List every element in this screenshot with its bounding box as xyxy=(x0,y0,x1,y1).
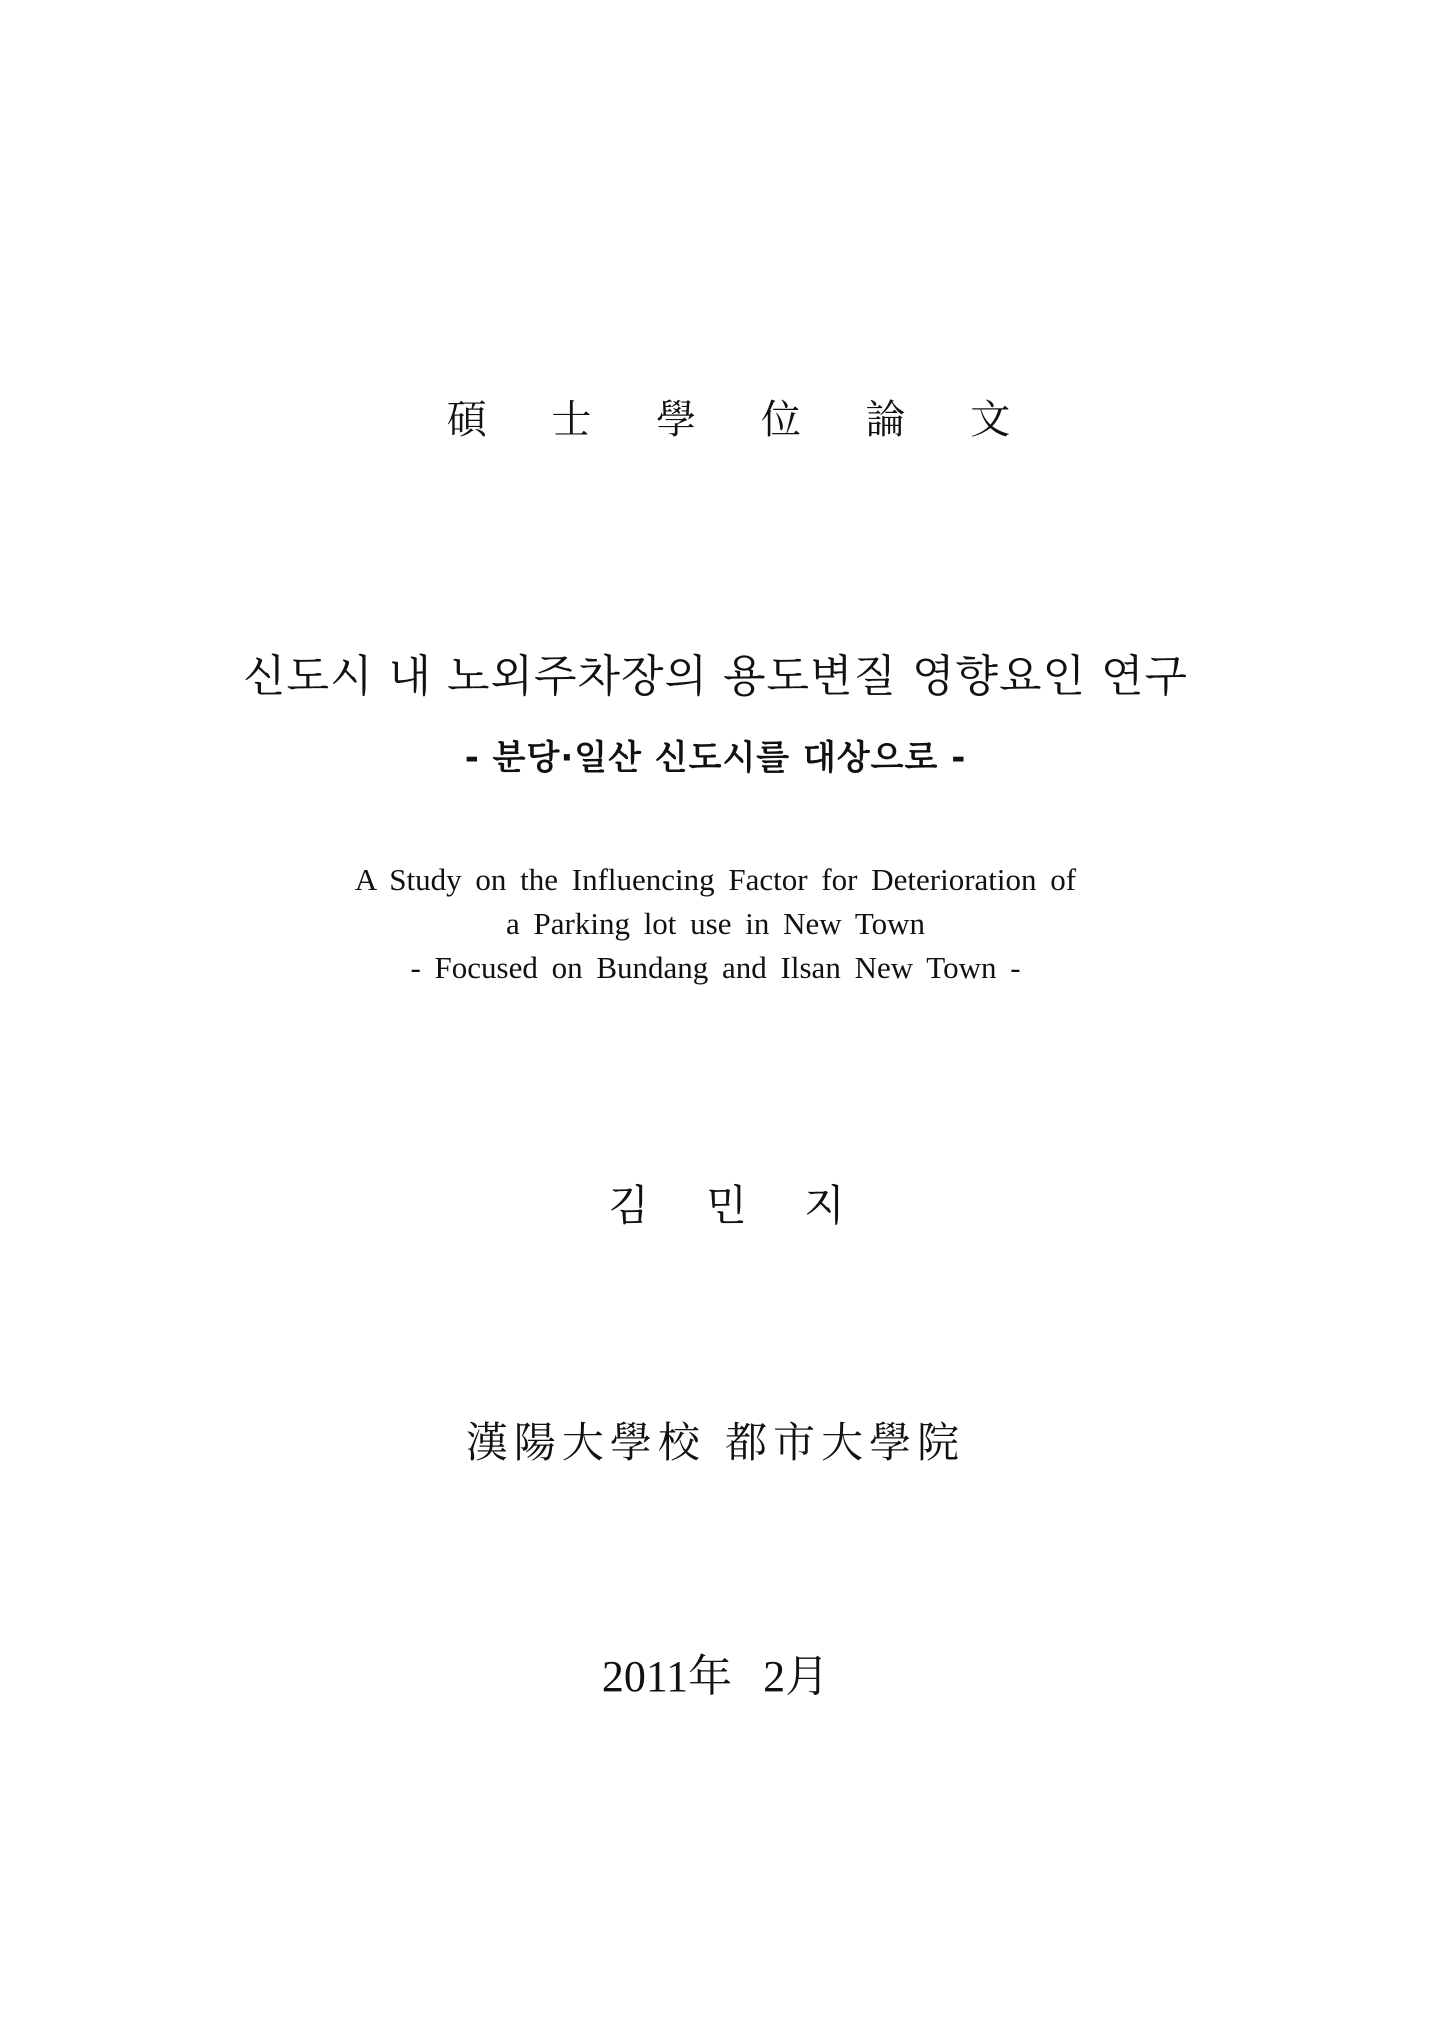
thesis-subtitle-korean: - 분당·일산 신도시를 대상으로 - xyxy=(464,738,967,778)
english-title-line-2: a Parking lot use in New Town xyxy=(506,906,925,941)
degree-type: 碩 士 學 位 論 文 xyxy=(446,397,1037,443)
english-title-line-1: A Study on the Influencing Factor for Deterioration of xyxy=(354,862,1077,897)
thesis-title-korean: 신도시 내 노외주차장의 용도변질 영향요인 연구 xyxy=(242,651,1188,702)
school-name: 漢陽大學校 都市大學院 xyxy=(465,1418,966,1467)
english-subtitle-line: - Focused on Bundang and Ilsan New Town - xyxy=(410,950,1021,985)
thesis-title-english xyxy=(0,858,1431,990)
author-name: 김 민 지 xyxy=(608,1181,867,1230)
submission-date: 2011年 2月 xyxy=(601,1652,830,1701)
